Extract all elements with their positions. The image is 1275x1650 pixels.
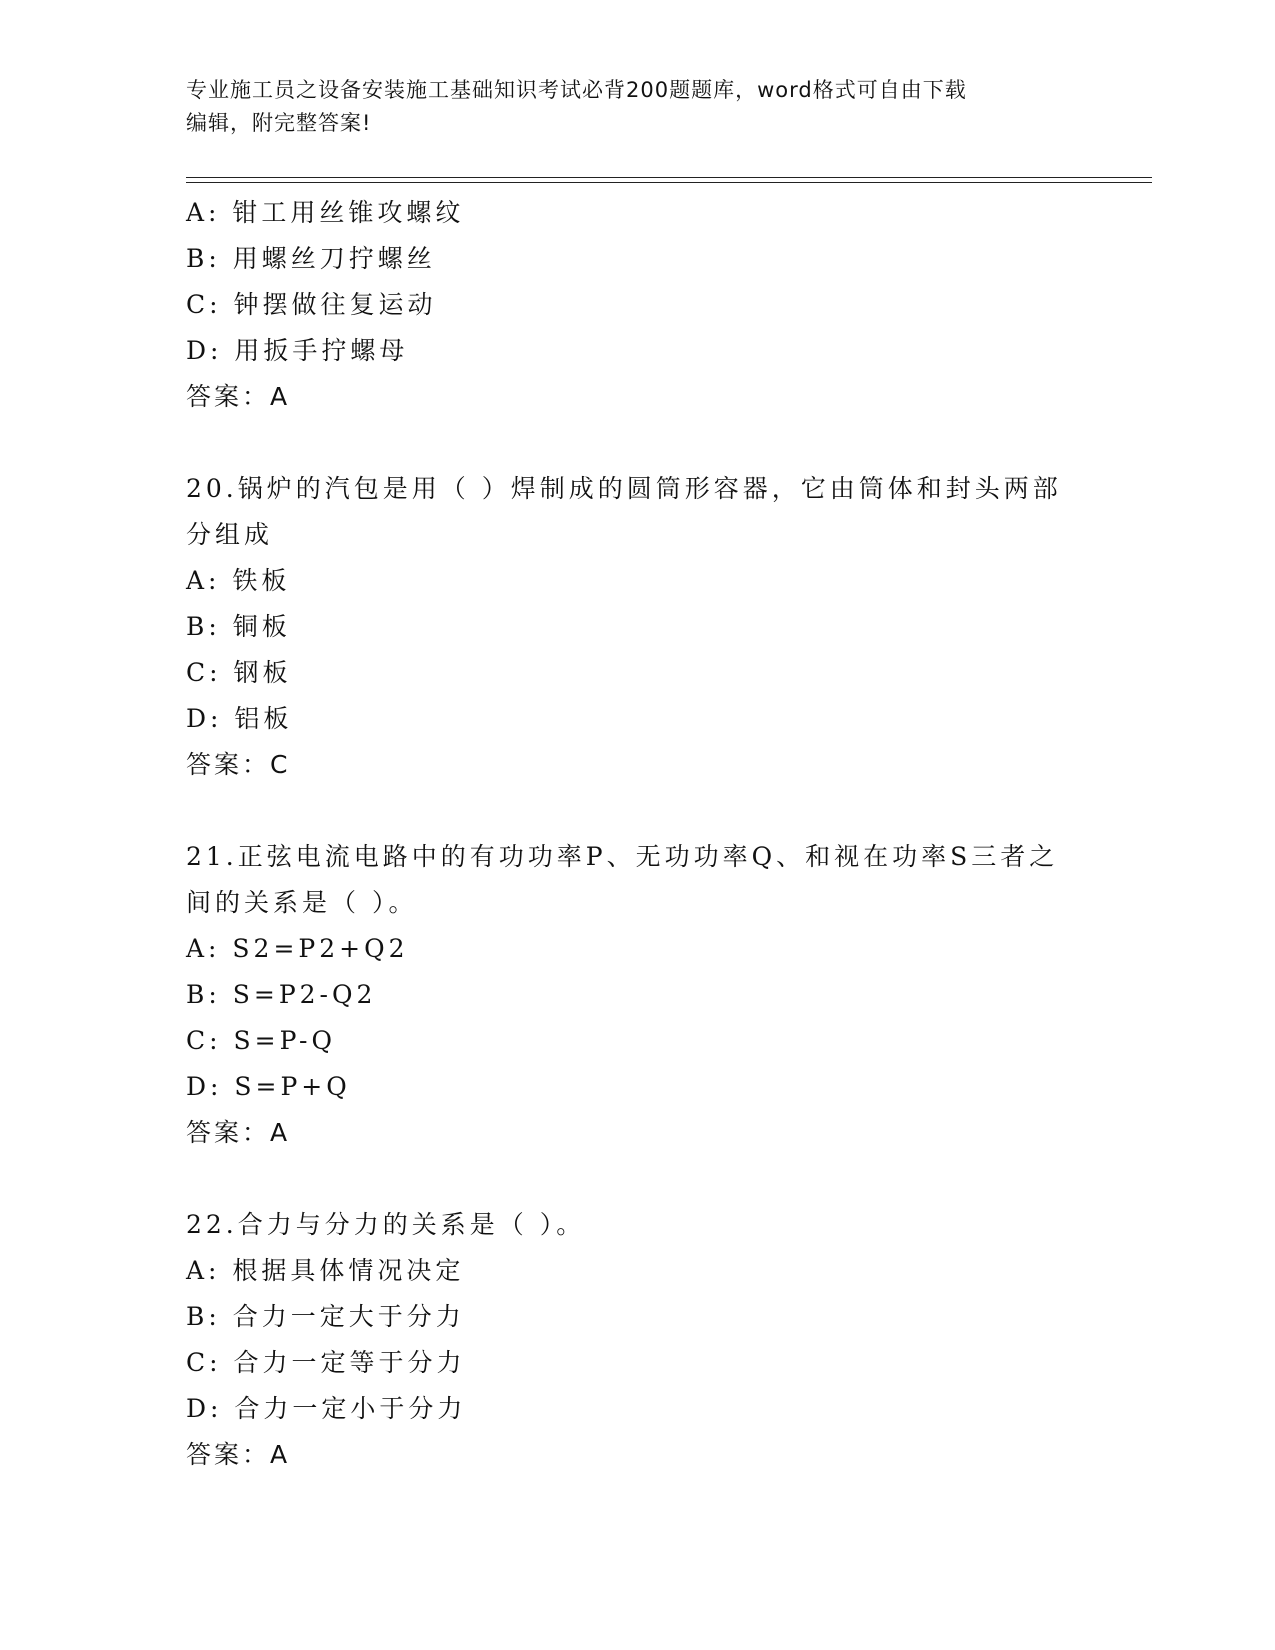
answer-line: 答案：A [186, 1118, 291, 1147]
option-c: C: 钟摆做往复运动 [186, 290, 437, 319]
question-stem-line: 20.锅炉的汽包是用（ ）焊制成的圆筒形容器，它由筒体和封头两部 [186, 474, 1062, 503]
option-b: B: 合力一定大于分力 [186, 1302, 465, 1331]
option-a: A: 根据具体情况决定 [186, 1256, 465, 1285]
question-block [186, 466, 1086, 788]
question-spacer [186, 420, 1086, 466]
option-c: C: S=P-Q [186, 1026, 336, 1055]
option-d: D: 铝板 [186, 704, 293, 733]
option-d: D: 用扳手拧螺母 [186, 336, 409, 365]
header-title-line-2: 编辑，附完整答案! [186, 111, 372, 135]
document-header [186, 74, 1066, 140]
question-spacer [186, 1156, 1086, 1202]
question-list [186, 190, 1086, 1478]
option-d: D: S=P+Q [186, 1072, 351, 1101]
header-title-line-1: 专业施工员之设备安装施工基础知识考试必背200题题库，word格式可自由下载 [186, 78, 967, 102]
option-b: B: 铜板 [186, 612, 291, 641]
answer-line: 答案：A [186, 1440, 291, 1469]
option-c: C: 合力一定等于分力 [186, 1348, 466, 1377]
question-block [186, 1202, 1086, 1478]
option-a: A: S2=P2+Q2 [186, 934, 409, 963]
option-b: B: 用螺丝刀拧螺丝 [186, 244, 436, 273]
question-spacer [186, 788, 1086, 834]
option-c: C: 钢板 [186, 658, 292, 687]
question-stem-line: 分组成 [186, 520, 274, 549]
answer-line: 答案：C [186, 750, 291, 779]
question-block [186, 834, 1086, 1156]
header-divider-bottom [186, 182, 1152, 183]
option-d: D: 合力一定小于分力 [186, 1394, 467, 1423]
option-b: B: S=P2-Q2 [186, 980, 377, 1009]
answer-line: 答案：A [186, 382, 291, 411]
question-stem-line: 间的关系是（ ）。 [186, 888, 418, 917]
question-stem-line: 21.正弦电流电路中的有功功率P、无功功率Q、和视在功率S三者之 [186, 842, 1059, 871]
question-block [186, 190, 1086, 420]
question-stem-line: 22.合力与分力的关系是（ ）。 [186, 1210, 586, 1239]
option-a: A: 铁板 [186, 566, 291, 595]
header-divider-top [186, 177, 1152, 178]
option-a: A: 钳工用丝锥攻螺纹 [186, 198, 465, 227]
